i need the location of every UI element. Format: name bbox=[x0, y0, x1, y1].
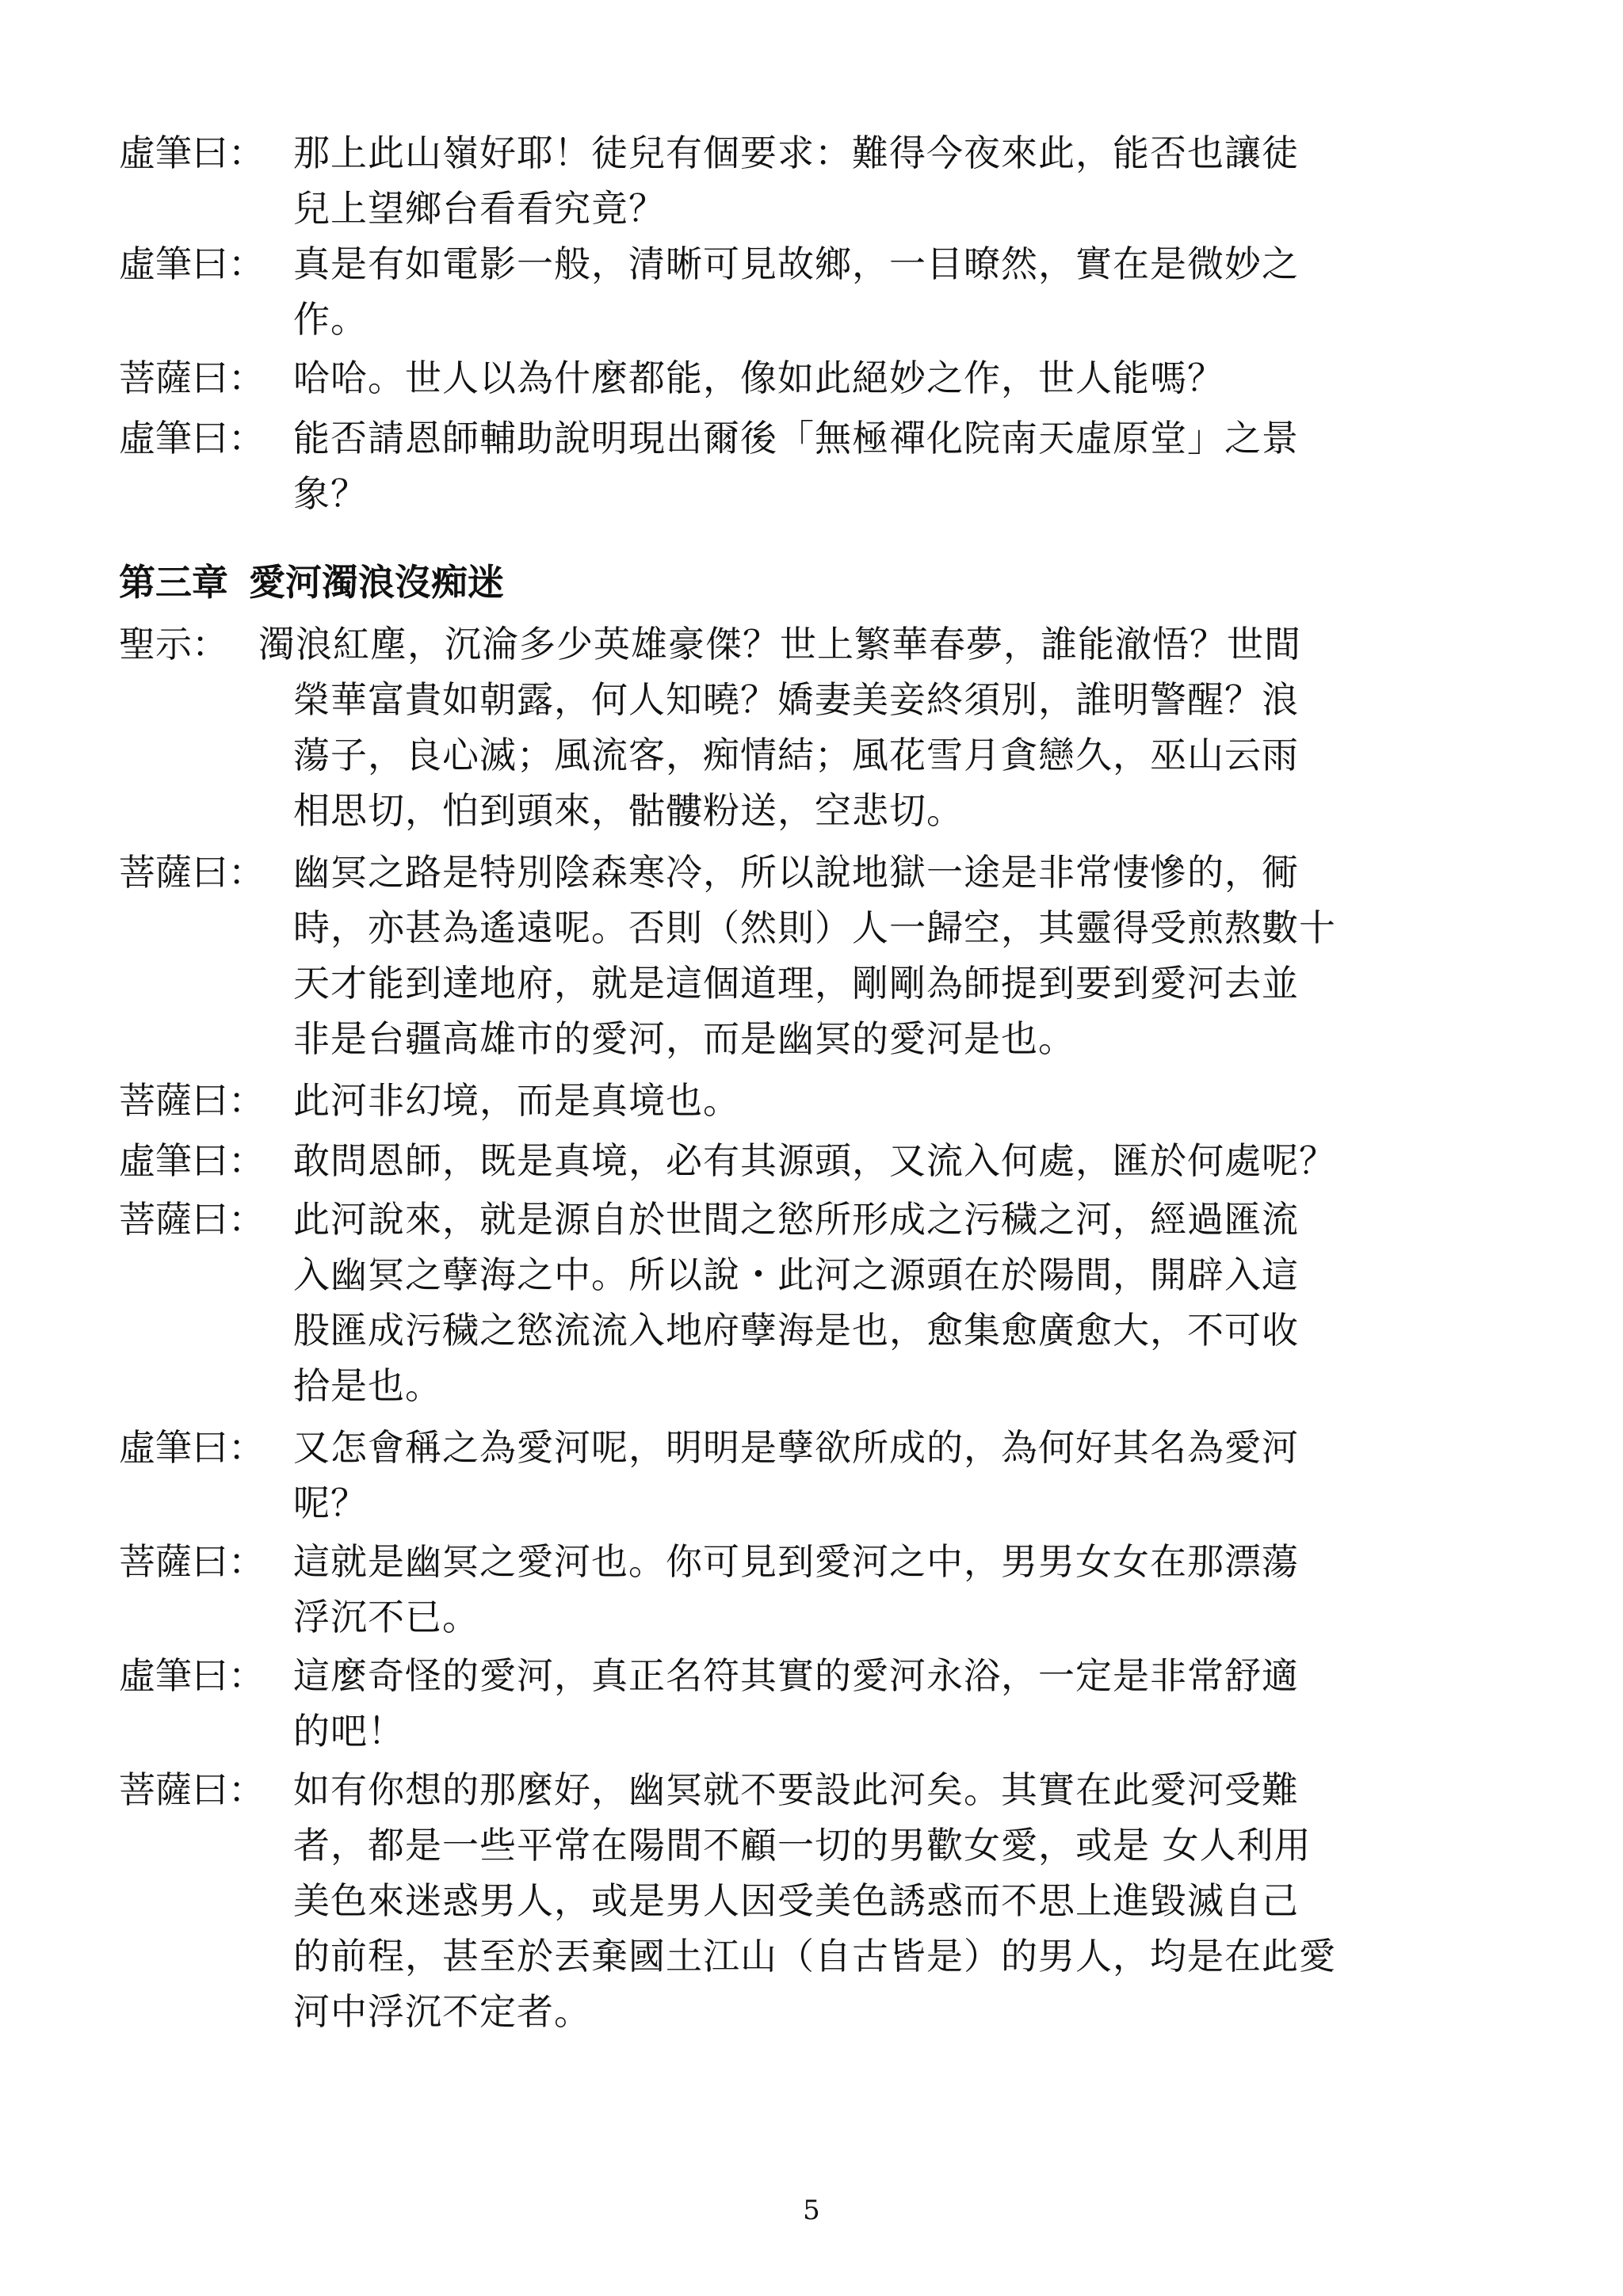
text-line: 濁浪紅塵，沉淪多少英雄豪傑？世上繁華春夢，誰能澈悟？世間 bbox=[258, 623, 1301, 666]
text-line: 入幽冥之孽海之中。所以說・此河之源頭在於陽間，開辟入這 bbox=[293, 1253, 1299, 1296]
text-line: 者，都是一些平常在陽間不顧一切的男歡女愛，或是 女人利用 bbox=[293, 1824, 1312, 1867]
text-line: 作。 bbox=[293, 298, 368, 341]
text-line: 天才能到達地府，就是這個道理，剛剛為師提到要到愛河去並 bbox=[293, 962, 1299, 1005]
speaker-label: 虛筆曰： bbox=[119, 242, 265, 285]
text-line: 的吧！ bbox=[293, 1710, 405, 1753]
chapter-number: 第三章 bbox=[119, 561, 228, 604]
dialogue-text bbox=[293, 1534, 1623, 1645]
text-line: 非是台疆高雄市的愛河，而是幽冥的愛河是也。 bbox=[293, 1017, 1075, 1060]
text-line: 此河說來，就是源自於世間之慾所形成之污穢之河，經過匯流 bbox=[293, 1198, 1299, 1241]
text-line: 時，亦甚為遙遠呢。否則（然則）人一歸空，其靈得受煎熬數十 bbox=[293, 906, 1336, 949]
text-line: 能否請恩師輔助說明現出爾後「無極禪化院南天虛原堂」之景 bbox=[293, 417, 1299, 460]
speaker-label: 菩薩曰： bbox=[119, 851, 265, 894]
page-number: 5 bbox=[803, 2195, 820, 2226]
text-line: 榮華富貴如朝露，何人知曉？嬌妻美妾終須別，誰明警醒？浪 bbox=[293, 678, 1299, 721]
dialogue-text bbox=[293, 1420, 1623, 1531]
text-line: 此河非幻境，而是真境也。 bbox=[293, 1079, 740, 1122]
text-line: 這麼奇怪的愛河，真正名符其實的愛河永浴，一定是非常舒適 bbox=[293, 1654, 1299, 1697]
text-line: 如有你想的那麼好，幽冥就不要設此河矣。其實在此愛河受難 bbox=[293, 1768, 1299, 1811]
dialogue-text bbox=[293, 1192, 1623, 1413]
text-line: 哈哈。世人以為什麼都能，像如此絕妙之作，世人能嗎？ bbox=[293, 357, 1224, 399]
dialogue-text bbox=[293, 236, 1623, 347]
text-line: 兒上望鄉台看看究竟？ bbox=[293, 187, 666, 230]
dialogue-text bbox=[293, 845, 1623, 1066]
chapter-title: 愛河濁浪沒痴迷 bbox=[249, 561, 504, 604]
text-line: 那上此山嶺好耶！徒兒有個要求：難得今夜來此，能否也讓徒 bbox=[293, 132, 1299, 174]
speaker-label: 虛筆曰： bbox=[119, 1139, 265, 1182]
text-line: 又怎會稱之為愛河呢，明明是孽欲所成的，為何好其名為愛河 bbox=[293, 1426, 1299, 1469]
speaker-label: 虛筆曰： bbox=[119, 417, 265, 460]
chapter-heading bbox=[119, 555, 504, 610]
dialogue-text bbox=[293, 1762, 1623, 2039]
text-line: 相思切，怕到頭來，骷髏粉送，空悲切。 bbox=[293, 789, 964, 832]
dialogue-text bbox=[258, 616, 1590, 838]
text-line: 蕩子，良心滅；風流客，痴情結；風花雪月貪戀久，巫山云雨 bbox=[293, 734, 1299, 776]
dialogue-text bbox=[293, 350, 1623, 406]
dialogue-text bbox=[293, 125, 1623, 236]
speaker-label: 菩薩曰： bbox=[119, 1540, 265, 1583]
dialogue-text bbox=[293, 410, 1623, 521]
text-line: 真是有如電影一般，清晰可見故鄉，一目暸然，實在是微妙之 bbox=[293, 242, 1299, 285]
text-line: 象？ bbox=[293, 472, 368, 515]
speaker-label: 虛筆曰： bbox=[119, 132, 265, 174]
dialogue-text bbox=[293, 1073, 1623, 1128]
speaker-label: 菩薩曰： bbox=[119, 357, 265, 399]
text-line: 河中浮沉不定者。 bbox=[293, 1990, 591, 2033]
speaker-label: 虛筆曰： bbox=[119, 1654, 265, 1697]
dialogue-text bbox=[293, 1648, 1623, 1759]
speaker-label: 菩薩曰： bbox=[119, 1079, 265, 1122]
text-line: 拾是也。 bbox=[293, 1364, 442, 1407]
text-line: 的前程，甚至於丟棄國土江山（自古皆是）的男人，均是在此愛 bbox=[293, 1935, 1336, 1978]
speaker-label: 聖示： bbox=[119, 623, 228, 666]
text-line: 股匯成污穢之慾流流入地府孽海是也，愈集愈廣愈大，不可收 bbox=[293, 1309, 1299, 1352]
text-line: 這就是幽冥之愛河也。你可見到愛河之中，男男女女在那漂蕩 bbox=[293, 1540, 1299, 1583]
speaker-label: 虛筆曰： bbox=[119, 1426, 265, 1469]
speaker-label: 菩薩曰： bbox=[119, 1768, 265, 1811]
text-line: 幽冥之路是特別陰森寒冷，所以說地獄一途是非常悽慘的，衕 bbox=[293, 851, 1299, 894]
text-line: 美色來迷惑男人，或是男人因受美色誘惑而不思上進毀滅自己 bbox=[293, 1879, 1299, 1922]
speaker-label: 菩薩曰： bbox=[119, 1198, 265, 1241]
text-line: 呢？ bbox=[293, 1482, 368, 1524]
dialogue-text bbox=[293, 1133, 1623, 1188]
text-line: 浮沉不已。 bbox=[293, 1596, 479, 1638]
text-line: 敢問恩師，既是真境，必有其源頭，又流入何處，匯於何處呢？ bbox=[293, 1139, 1336, 1182]
